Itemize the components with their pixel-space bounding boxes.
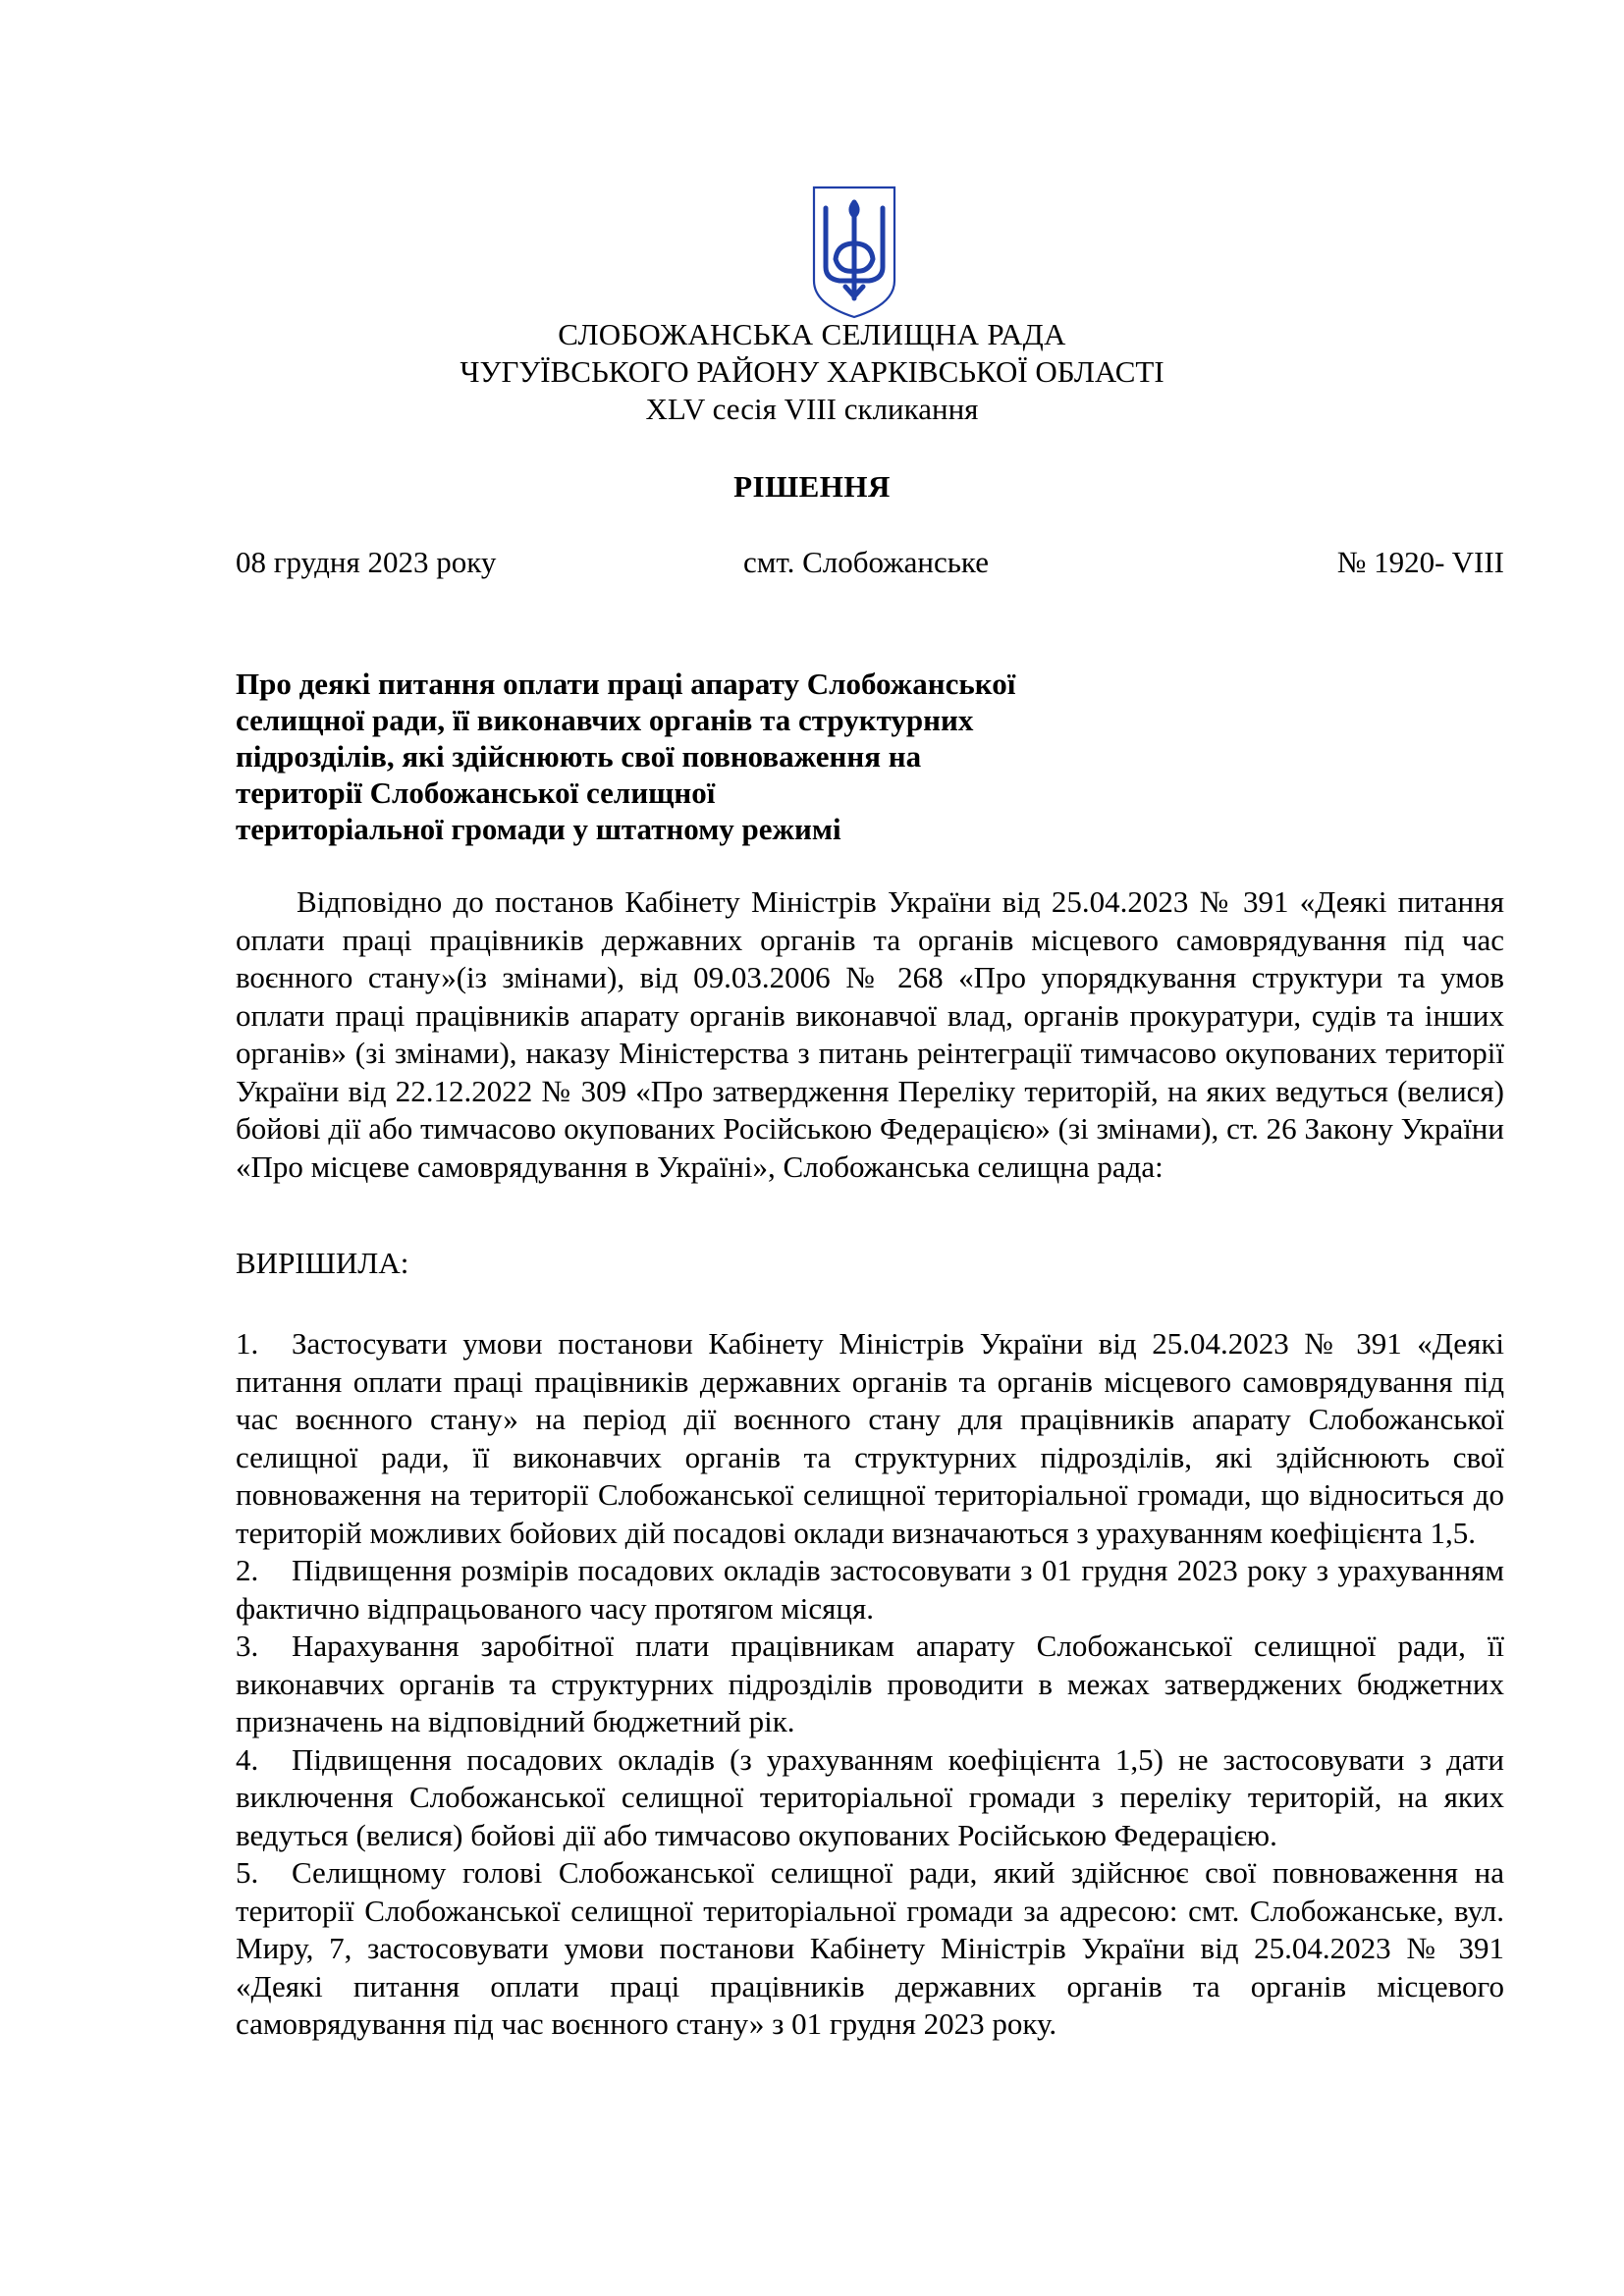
coat-of-arms-icon [810,185,898,320]
resolution-items [236,1325,1504,2044]
resolution-item [236,1741,1504,1855]
resolution-item [236,1854,1504,2044]
document-type-title: РІШЕННЯ [733,469,891,504]
item-number: 2. [236,1553,259,1587]
decision-place: смт. Слобожанське [743,545,989,579]
item-number: 4. [236,1741,259,1777]
resolution-item [236,1325,1504,1552]
preamble-paragraph: Відповідно до постанов Кабінету Міністрів України від 25.04.2023 № 391 «Деякі питання оплати праці працівників державних органів та органів місцевого самоврядування під час воєнного стану»(із змінами), від 09.03.2006 № 268 «Про упорядкування структури та умов оплати праці працівників апарату органів виконавчої влад, органів прокуратури, судів та інших органів» (зі змінами), наказу Міністерства з питань реінтеграції тимчасово окупованих території України від 22.12.2022 № 309 «Про затвердження Переліку територій, на яких ведуться (велися) бойові дії або тимчасово окупованих Російською Федерацією» (зі змінами), ст. 26 Закону України «Про місцеве самоврядування в Україні», Слобожанська селищна рада: [236,884,1504,1184]
resolved-label: ВИРІШИЛА: [236,1246,409,1280]
session-info: XLV сесія VIII скликання [645,392,979,426]
subject-line: території Слобожанської селищної [236,775,716,810]
item-number: 1. [236,1326,259,1361]
item-text: Нарахування заробітної плати працівникам апарату Слобожанської селищної ради, її виконавчих органів та структурних підрозділів проводити в межах затверджених бюджетних призначень на відповідний бюджетний рік. [236,1629,1504,1738]
subject-line: територіальної громади у штатному режимі [236,812,841,846]
subject-line: Про деякі питання оплати праці апарату Слобожанської [236,667,1016,701]
resolution-item [236,1552,1504,1628]
subject-line: селищної ради, її виконавчих органів та структурних [236,703,974,737]
subject-line: підрозділів, які здійснюють свої повноваження на [236,739,922,774]
item-text: Підвищення посадових окладів (з урахуванням коефіцієнта 1,5) не застосовувати з дати виключення Слобожанської селищної територіальної громади з переліку територій, на яких ведуться (велися) бойові дії або тимчасово окупованих Російською Федерацією. [236,1741,1504,1852]
item-text: Селищному голові Слобожанської селищної ради, який здійснює свої повноваження на території Слобожанської селищної територіальної громади за адресою: смт. Слобожанське, вул. Миру, 7, застосовувати умови постанови Кабінету Міністрів України від 25.04.2023 № 391 «Деякі питання оплати праці працівників державних органів та органів місцевого самоврядування під час воєнного стану» з 01 грудня 2023 року. [236,1855,1504,2041]
district-region: ЧУГУЇВСЬКОГО РАЙОНУ ХАРКІВСЬКОЇ ОБЛАСТІ [460,354,1164,389]
decision-date: 08 грудня 2023 року [236,545,497,579]
decision-number: № 1920- VIII [1336,545,1504,579]
document-header [0,316,1624,428]
decision-subject [236,666,1015,847]
resolution-item [236,1628,1504,1741]
item-text: Застосувати умови постанови Кабінету Міністрів України від 25.04.2023 № 391 «Деякі питання оплати праці працівників державних органів та органів місцевого самоврядування під час воєнного стану» на період дії воєнного стану для працівників апарату Слобожанської селищної ради, її виконавчих органів та структурних підрозділів, які здійснюють свої повноваження на території Слобожанської селищної територіальної громади, що відноситься до територій можливих бойових дій посадові оклади визначаються з урахуванням коефіцієнта 1,5. [236,1326,1504,1550]
item-text: Підвищення розмірів посадових окладів застосовувати з 01 грудня 2023 року з урахуванням фактично відпрацьованого часу протягом місяця. [236,1553,1504,1626]
item-number: 5. [236,1855,259,1890]
item-number: 3. [236,1629,259,1663]
council-name: СЛОБОЖАНСЬКА СЕЛИЩНА РАДА [558,317,1066,351]
